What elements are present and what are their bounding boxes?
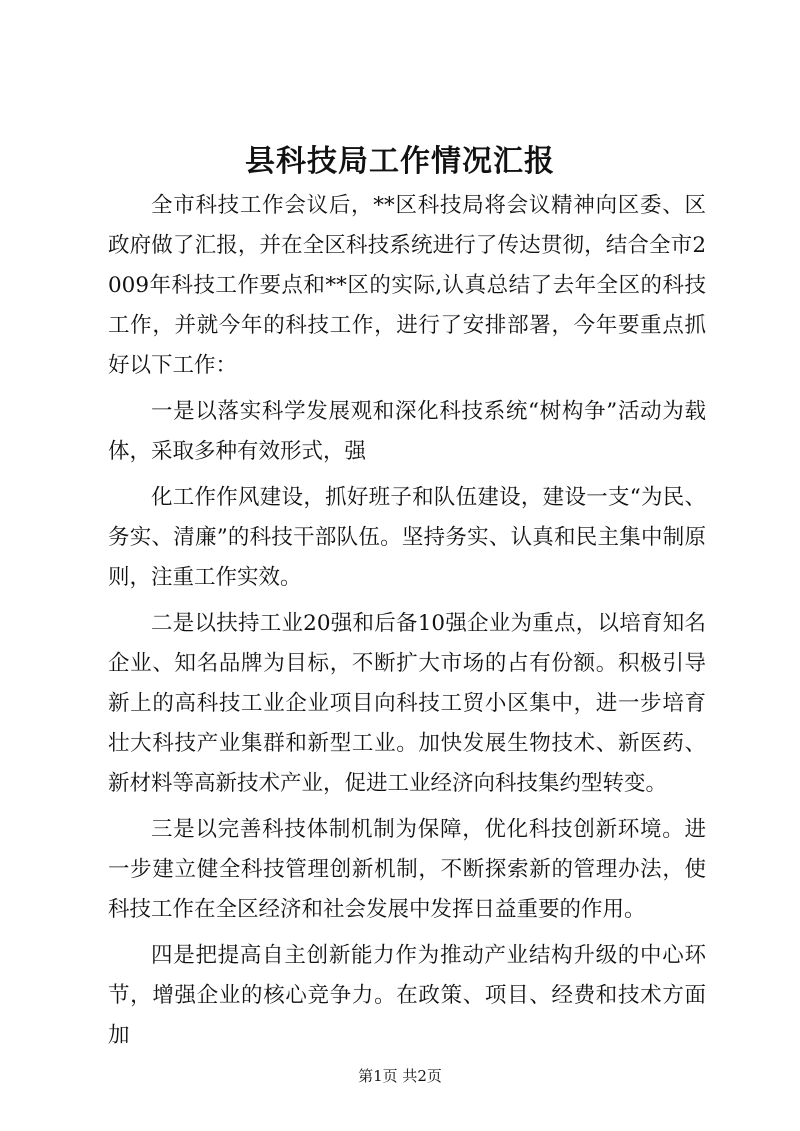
paragraph-item-3: 三是以完善科技体制机制为保障，优化科技创新环境。进一步建立健全科技管理创新机制，不断探索新的管理办法，使科技工作在全区经济和社会发展中发挥日益重要的作用。 — [108, 817, 706, 922]
document-title: 县科技局工作情况汇报 — [245, 144, 555, 179]
paragraph-item-4: 四是把提高自主创新能力作为推动产业结构升级的中心环节，增强企业的核心竞争力。在政策、项目、经费和技术方面加 — [108, 943, 706, 1048]
paragraph-item-2: 二是以扶持工业20强和后备10强企业为重点，以培育知名企业、知名品牌为目标，不断扩大市场的占有份额。积极引导新上的高科技工业企业项目向科技工贸小区集中，进一步培育壮大科技产业集群和新型工业。加快发展生物技术、新医药、新材料等高新技术产业，促进工业经济向科技集约型转变。 — [108, 611, 706, 796]
page-indicator: 第1页 共2页 — [358, 1067, 442, 1085]
paragraph-intro: 全市科技工作会议后，**区科技局将会议精神向区委、区政府做了汇报，并在全区科技系统进行了传达贯彻，结合全市2009年科技工作要点和**区的实际,认真总结了去年全区的科技工作，并就今年的科技工作，进行了安排部署，今年要重点抓好以下工作： — [108, 193, 706, 378]
paragraph-item-1: 一是以落实科学发展观和深化科技系统“树构争”活动为载体，采取多种有效形式，强 — [108, 399, 706, 464]
document-body — [108, 186, 706, 1062]
paragraph-item-1-continued: 化工作作风建设，抓好班子和队伍建设，建设一支“为民、务实、清廉”的科技干部队伍。坚持务实、认真和民主集中制原则，注重工作实效。 — [108, 485, 706, 590]
